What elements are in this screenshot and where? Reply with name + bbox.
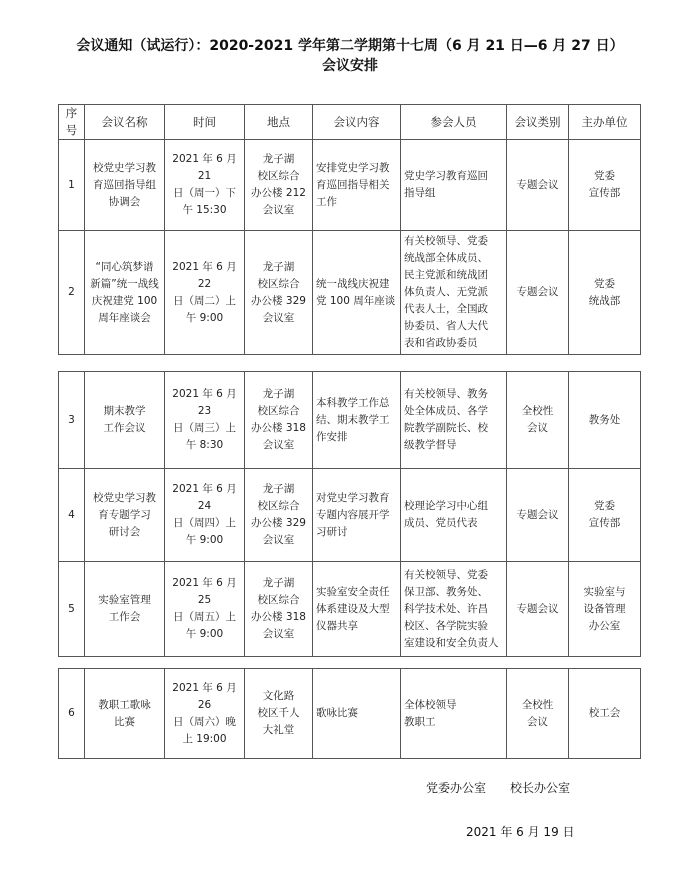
location-line: 会议室: [262, 534, 295, 546]
row-number-cell: [59, 140, 85, 231]
header-cell: 会议类别: [507, 105, 569, 140]
host-unit-line: 党委: [594, 277, 615, 290]
schedule-table-part-1: [58, 104, 641, 355]
attendees-cell: [401, 669, 507, 759]
time-line: 日（周一）下: [173, 187, 236, 199]
attendees-line: 指导组: [404, 187, 436, 199]
time-line: 日（周五）上: [173, 611, 236, 623]
host-unit-line: 教务处: [588, 413, 621, 426]
row-number-cell: [59, 231, 85, 355]
attendees-line: 院教学副院长、校: [404, 422, 488, 434]
time-line: 午 8:30: [185, 439, 224, 451]
content-line: 本科教学工作总: [316, 396, 390, 409]
location-line: 校区综合: [257, 594, 300, 606]
category-line: 全校性: [521, 698, 554, 711]
host-unit-line: 宣传部: [588, 187, 621, 199]
location-line: 龙子湖: [262, 153, 295, 165]
location-line: 文化路: [262, 690, 295, 702]
category-line: 专题会议: [516, 602, 559, 615]
row-number-text: 2: [68, 286, 75, 298]
header-cell: 参会人员: [401, 105, 507, 140]
meeting-name-cell: [85, 469, 165, 562]
attendees-line: 代表人士，全国政: [404, 303, 488, 315]
location-cell: [245, 140, 313, 231]
attendees-cell: [401, 562, 507, 657]
time-line: 午 9:00: [185, 534, 224, 546]
location-cell: [245, 669, 313, 759]
meeting-name-cell: [85, 562, 165, 657]
content-cell: [313, 469, 401, 562]
meeting-name-line: 校党史学习教: [93, 161, 156, 174]
time-cell: [165, 231, 245, 355]
content-cell: [313, 562, 401, 657]
table-row: [59, 372, 641, 469]
schedule-table-part-2: [58, 371, 641, 657]
time-line: 午 9:00: [185, 628, 224, 640]
category-cell: [507, 469, 569, 562]
schedule-table-part-3: [58, 668, 641, 759]
host-unit-line: 宣传部: [588, 517, 621, 529]
time-line: 2021 年 6 月 24: [172, 483, 237, 512]
issuing-offices: 党委办公室 校长办公室: [426, 781, 571, 795]
category-line: 会议: [527, 715, 548, 728]
location-line: 龙子湖: [262, 483, 295, 495]
content-cell: [313, 231, 401, 355]
row-number-cell: [59, 372, 85, 469]
time-cell: [165, 469, 245, 562]
host-unit-cell: [569, 562, 641, 657]
category-line: 专题会议: [516, 178, 559, 191]
document-title: [0, 36, 700, 76]
meeting-name-line: 期末教学: [103, 405, 146, 417]
host-unit-cell: [569, 469, 641, 562]
attendees-cell: [401, 372, 507, 469]
header-cell: 序号: [59, 105, 85, 140]
content-cell: [313, 669, 401, 759]
meeting-name-cell: [85, 140, 165, 231]
row-number-text: 6: [68, 707, 75, 719]
location-line: 会议室: [262, 628, 295, 640]
header-cell: 会议名称: [85, 105, 165, 140]
meeting-name-line: 育专题学习: [98, 508, 151, 521]
meeting-name-line: 协调会: [108, 195, 141, 208]
location-line: 办公楼 212: [251, 187, 306, 199]
category-cell: [507, 669, 569, 759]
host-unit-line: 实验室与: [583, 585, 626, 598]
content-line: 统一战线庆祝建: [316, 277, 390, 290]
row-number-cell: [59, 669, 85, 759]
attendees-cell: [401, 469, 507, 562]
meeting-name-line: 工作会议: [103, 422, 146, 434]
location-line: 会议室: [262, 311, 295, 324]
content-line: 育巡回指导相关: [316, 178, 390, 191]
time-line: 2021 年 6 月 22: [172, 260, 237, 290]
content-line: 作安排: [316, 430, 348, 443]
host-unit-cell: [569, 140, 641, 231]
attendees-line: 处全体成员、各学: [404, 405, 488, 417]
meeting-name-cell: [85, 372, 165, 469]
attendees-line: 表和省政协委员: [404, 337, 478, 349]
header-cell: 会议内容: [313, 105, 401, 140]
time-line: 日（周四）上: [173, 517, 236, 529]
attendees-cell: [401, 231, 507, 355]
location-line: 办公楼 329: [251, 294, 306, 307]
time-cell: [165, 140, 245, 231]
meeting-name-line: 实验室管理: [98, 594, 151, 606]
location-line: 校区综合: [257, 170, 300, 182]
time-line: 午 9:00: [185, 311, 224, 324]
time-line: 上 19:00: [182, 732, 227, 745]
attendees-line: 民主党派和统战团: [404, 269, 488, 281]
meeting-name-line: 研讨会: [108, 525, 141, 538]
attendees-line: 体负责人、无党派: [404, 286, 488, 298]
location-line: 校区综合: [257, 277, 300, 290]
location-line: 会议室: [262, 204, 295, 216]
attendees-line: 协委员、省人大代: [404, 320, 488, 332]
content-cell: [313, 372, 401, 469]
row-number-text: 3: [68, 413, 75, 426]
location-line: 校区千人: [257, 707, 300, 719]
host-unit-line: 校工会: [588, 707, 621, 719]
location-cell: [245, 562, 313, 657]
table-header-row: [59, 105, 641, 140]
attendees-line: 级教学督导: [404, 439, 457, 451]
category-cell: [507, 140, 569, 231]
meeting-name-line: 庆祝建党 100: [91, 294, 158, 307]
content-line: 歌咏比赛: [316, 707, 358, 719]
location-line: 会议室: [262, 439, 295, 451]
category-cell: [507, 372, 569, 469]
time-cell: [165, 562, 245, 657]
attendees-line: 室建设和安全负责人: [404, 636, 499, 649]
meeting-name-line: 周年座谈会: [98, 311, 151, 324]
category-cell: [507, 562, 569, 657]
meeting-name-line: 工作会: [108, 611, 141, 623]
time-line: 2021 年 6 月 26: [172, 681, 237, 711]
title-line-2: 会议安排: [322, 58, 378, 74]
row-number-text: 4: [68, 508, 75, 521]
location-line: 龙子湖: [262, 260, 295, 273]
content-line: 专题内容展开学: [316, 508, 390, 521]
location-line: 办公楼 318: [251, 611, 306, 623]
host-unit-line: 党委: [594, 170, 615, 182]
time-line: 日（周六）晚: [173, 715, 236, 728]
table-row: [59, 140, 641, 231]
content-line: 结、期末教学工: [316, 413, 390, 426]
content-line: 仪器共享: [316, 619, 358, 632]
table-row: [59, 231, 641, 355]
host-unit-cell: [569, 669, 641, 759]
host-unit-line: 设备管理: [583, 602, 626, 615]
time-cell: [165, 669, 245, 759]
meeting-name-line: 比赛: [114, 715, 135, 728]
table-row: [59, 562, 641, 657]
location-line: 校区综合: [257, 405, 300, 417]
location-line: 办公楼 329: [251, 517, 306, 529]
attendees-line: 校区、各学院实验: [404, 619, 488, 632]
attendees-line: 统战部全体成员、: [404, 252, 488, 264]
title-line-1: 会议通知（试运行）：2020-2021 学年第二学期第十七周（6 月 21 日—6 月 27 日）: [76, 38, 624, 54]
attendees-line: 有关校领导、党委: [404, 568, 488, 581]
content-line: 实验室安全责任: [316, 585, 390, 598]
meeting-name-line: 新篇”统一战线: [90, 277, 159, 290]
attendees-line: 有关校领导、党委: [404, 235, 488, 247]
content-line: 党 100 周年座谈: [316, 294, 396, 307]
attendees-cell: [401, 140, 507, 231]
table-row: [59, 669, 641, 759]
attendees-line: 科学技术处、许昌: [404, 602, 488, 615]
meeting-name-line: 育巡回指导组: [93, 178, 156, 191]
issue-date: 2021 年 6 月 19 日: [466, 825, 575, 839]
meeting-name-cell: [85, 231, 165, 355]
host-unit-cell: [569, 372, 641, 469]
category-cell: [507, 231, 569, 355]
meeting-name-line: 校党史学习教: [93, 491, 156, 504]
category-line: 专题会议: [516, 286, 559, 298]
attendees-line: 教职工: [404, 715, 436, 728]
time-line: 2021 年 6 月 21: [172, 153, 237, 182]
table-row: [59, 469, 641, 562]
location-line: 大礼堂: [262, 724, 295, 736]
header-cell: 时间: [165, 105, 245, 140]
content-line: 安排党史学习教: [316, 161, 390, 174]
attendees-line: 校理论学习中心组: [404, 500, 488, 512]
attendees-line: 全体校领导: [404, 698, 457, 711]
content-line: 习研讨: [316, 525, 348, 538]
location-line: 龙子湖: [262, 577, 295, 589]
location-line: 校区综合: [257, 500, 300, 512]
time-cell: [165, 372, 245, 469]
attendees-line: 党史学习教育巡回: [404, 170, 488, 182]
time-line: 日（周三）上: [173, 422, 236, 434]
time-line: 2021 年 6 月 25: [172, 577, 237, 606]
row-number-cell: [59, 469, 85, 562]
row-number-text: 1: [68, 178, 75, 191]
row-number-text: 5: [68, 602, 75, 615]
time-line: 午 15:30: [182, 204, 227, 216]
location-cell: [245, 231, 313, 355]
host-unit-line: 党委: [594, 500, 615, 512]
row-number-cell: [59, 562, 85, 657]
location-line: 龙子湖: [262, 388, 295, 400]
location-cell: [245, 469, 313, 562]
meeting-name-line: 教职工歌咏: [98, 698, 151, 711]
time-line: 日（周二）上: [173, 294, 236, 307]
header-cell: 主办单位: [569, 105, 641, 140]
category-line: 会议: [527, 422, 548, 434]
category-line: 全校性: [521, 405, 554, 417]
host-unit-line: 办公室: [588, 619, 621, 632]
header-cell: 地点: [245, 105, 313, 140]
content-line: 体系建设及大型: [316, 602, 390, 615]
attendees-line: 成员、党员代表: [404, 517, 478, 529]
content-line: 工作: [316, 195, 337, 208]
meeting-name-line: “同心筑梦谱: [95, 260, 154, 273]
host-unit-cell: [569, 231, 641, 355]
location-cell: [245, 372, 313, 469]
host-unit-line: 统战部: [588, 294, 621, 307]
location-line: 办公楼 318: [251, 422, 306, 434]
content-line: 对党史学习教育: [316, 491, 390, 504]
category-line: 专题会议: [516, 508, 559, 521]
attendees-line: 有关校领导、教务: [404, 388, 488, 400]
time-line: 2021 年 6 月 23: [172, 388, 237, 417]
attendees-line: 保卫部、教务处、: [404, 585, 488, 598]
content-cell: [313, 140, 401, 231]
meeting-name-cell: [85, 669, 165, 759]
